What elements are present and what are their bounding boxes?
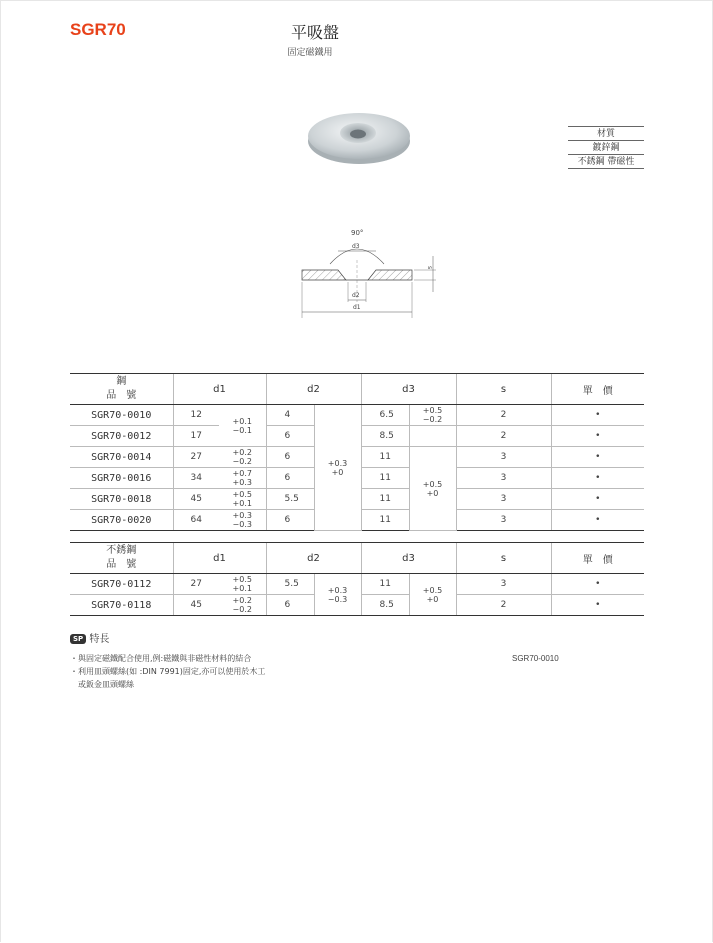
table-row: SGR70-0118 45 +0.2 −0.2 6 8.5 2 • bbox=[70, 595, 644, 616]
col-part-number: 鋼 品 號 bbox=[70, 374, 173, 405]
col-s: s bbox=[456, 543, 551, 574]
col-d3: d3 bbox=[361, 543, 456, 574]
col-s: s bbox=[456, 374, 551, 405]
col-d1: d1 bbox=[173, 374, 266, 405]
material-item: 鍍鋅鋼 bbox=[568, 141, 644, 155]
product-photo bbox=[306, 108, 412, 170]
col-d3: d3 bbox=[361, 374, 456, 405]
features-title: 特長 bbox=[89, 634, 110, 645]
page-subtitle: 固定磁鐵用 bbox=[287, 48, 333, 58]
reference-code: SGR70-0010 bbox=[512, 654, 559, 663]
product-code: SGR70 bbox=[70, 20, 126, 39]
col-d1: d1 bbox=[173, 543, 266, 574]
col-price: 單 價 bbox=[551, 543, 644, 574]
technical-drawing bbox=[290, 220, 450, 324]
table-row: SGR70-0112 27 +0.5 +0.1 5.5 +0.3 −0.3 11 +0.5 +0 3 • bbox=[70, 574, 644, 595]
s-label: s bbox=[426, 266, 433, 270]
table-row: SGR70-0010 12 +0.1 −0.1 4 +0.3 +0 6.5 +0.5 −0.2 2 • bbox=[70, 405, 644, 426]
col-part-number: 不銹鋼 品 號 bbox=[70, 543, 173, 574]
steel-spec-table bbox=[70, 373, 644, 531]
col-price: 單 價 bbox=[551, 374, 644, 405]
material-header: 材質 bbox=[568, 126, 644, 141]
col-d2: d2 bbox=[266, 374, 361, 405]
table-row: SGR70-0018 45 +0.5 +0.1 5.5 11 3 • bbox=[70, 489, 644, 510]
features-heading bbox=[70, 630, 109, 645]
sp-badge: SP bbox=[70, 634, 86, 644]
stainless-spec-table bbox=[70, 542, 644, 616]
material-table bbox=[568, 126, 644, 169]
angle-label: 90° bbox=[351, 229, 364, 237]
table-row: SGR70-0016 34 +0.7 +0.3 6 11 3 • bbox=[70, 468, 644, 489]
list-item: ・與固定磁鐵配合使用,例:磁鐵與非磁性材料的結合 bbox=[70, 654, 252, 663]
d1-label: d1 bbox=[353, 304, 361, 311]
table-row: SGR70-0014 27 +0.2 −0.2 6 11 +0.5 +0 3 • bbox=[70, 447, 644, 468]
material-item: 不銹鋼 帶磁性 bbox=[568, 155, 644, 169]
col-d2: d2 bbox=[266, 543, 361, 574]
title-block bbox=[285, 20, 345, 58]
d2-label: d2 bbox=[352, 292, 360, 299]
page-title: 平吸盤 bbox=[290, 23, 339, 42]
d3-label: d3 bbox=[352, 243, 360, 250]
table-row: SGR70-0020 64 +0.3 −0.3 6 11 3 • bbox=[70, 510, 644, 531]
features-list bbox=[70, 652, 300, 691]
table-row: SGR70-0012 17 6 8.5 2 • bbox=[70, 426, 644, 447]
list-item: ・利用皿頭螺絲(如 :DIN 7991)固定,亦可以使用於木工 或鈑金皿頭螺絲 bbox=[70, 667, 266, 689]
